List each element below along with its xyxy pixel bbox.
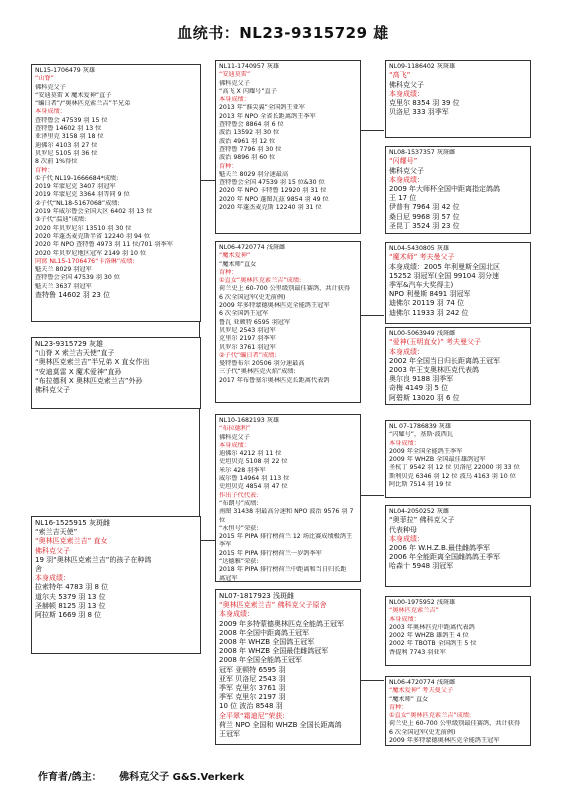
sd-line: 曼特鲁布尔 20506 羽分速最高	[219, 360, 305, 368]
dsd-line: 2006 年全能距离全国雌鸽鸽王季军	[389, 553, 501, 562]
dd-line: 季军 克里尔 3761 羽	[219, 684, 286, 693]
dd-line: 冠军 亚顿特 6595 羽	[219, 665, 286, 674]
sire-line: 2019 年蒙尼克 3364 羽等同 9 位	[35, 191, 130, 199]
ddd-line: 6 次全国冠军(史无前例)	[389, 728, 456, 736]
sire-line: NL15-1706479 灰雄	[35, 67, 96, 74]
sire-line: 2020 年蓬杰麦克斯半省 12240 羽 94 位	[35, 232, 151, 240]
ssd-line: 佛科克父子	[389, 166, 424, 175]
ssd-line: 2009 年大师杯全国中距离指定鸽鸽	[389, 184, 501, 193]
sire-line: 同窝 NL15-1706476“卡洛琳”成绩:	[35, 257, 135, 265]
dds-line: “奥林匹克索兰吉”	[389, 607, 439, 615]
ds-line: 作出子代代表:	[219, 491, 259, 499]
dds-line: 2003 年奥林匹克中距离代表鸽	[389, 623, 475, 631]
ss-line: 查特鲁 7796 羽 30 位	[219, 145, 282, 153]
subject-line: “安迪莫雷 X 魔术爱神”直孙	[35, 367, 122, 376]
sire-line: “安迪莫雷 X 魔术爱神”直子	[35, 91, 112, 99]
dds-box	[385, 596, 531, 666]
sire-line: 2020 年贝罗尼尔 13510 羽 30 位	[35, 224, 132, 232]
ds-line: “永恒号”荣获:	[219, 524, 259, 532]
dd-line: 2008 年全国全能鸽王冠军	[219, 656, 303, 665]
sire-line: 魁夫兰 8029 羽冠军	[35, 266, 92, 274]
subject-line: “奥林匹克索兰吉”半兄弟 X 直女作出	[35, 358, 150, 367]
ddd-line: “魔术爱神” 考夫曼父子	[389, 687, 454, 695]
sd-line: 克里尔 2197 羽季军	[219, 335, 276, 343]
dd-line: NL07-1817923 浅斑雌	[219, 592, 294, 600]
dsd-line: 本身成绩：	[389, 534, 424, 543]
dd-line: 本身成绩：	[219, 610, 254, 619]
sd-line: ②子代“蝙日者”成绩:	[219, 351, 277, 359]
sire-line: ③子代“温迪”成绩:	[35, 216, 87, 224]
sss-line: “高飞”	[389, 71, 411, 80]
ds-line: “达德雅”荣获:	[219, 558, 259, 566]
ddd-line: 2009 年多特蒙德奥林匹克全能鸽王冠军	[389, 737, 500, 745]
sdd-line: 奥尔良 9188 羽季军	[389, 375, 454, 384]
ssd-line: 伊普有 7964 羽 42 位	[389, 203, 460, 212]
sdd-line: 本身成绩：	[389, 347, 424, 356]
dam-line: NL16-1525915 灰斑雌	[35, 519, 110, 527]
sss-line: 本身成绩：	[389, 89, 424, 98]
dd-line: 2008 年 WHZB 全国最佳雌鸽冠军	[219, 647, 329, 656]
ss-line: 本身成绩：	[219, 96, 250, 104]
sd-line: 2017 年布鲁塞尔奥林匹克长距离代表鸽	[219, 376, 330, 384]
dd-line: 全平翠“霜迪尼”荣获:	[219, 711, 285, 720]
ss-line: 2013 年“淮尖翼”全国鸽王亚军	[219, 104, 305, 112]
sire-line: 查特鲁 14602 羽 23 位	[35, 291, 111, 300]
dsd-line: 代表种母	[389, 525, 417, 534]
ddd-line: ①直女“奥林匹克索兰吉”成绩:	[389, 712, 472, 720]
ssd-line: 王 17 位	[389, 194, 417, 203]
sire-dam-box	[215, 241, 361, 403]
dss-line: “闪耀号”，基斯·波西瓦	[389, 431, 454, 439]
dam-line: “奥林匹克索兰吉” 直女	[35, 537, 108, 546]
sdd-line: 阿碧斯 13020 羽 6 位	[389, 393, 460, 402]
connector	[199, 540, 215, 541]
ss-line: 波治 9896 羽 60 位	[219, 154, 276, 162]
subject-line: “山脊 X 索兰吉天使”直子	[35, 349, 115, 358]
dam-line: “索兰吉天使”	[35, 528, 78, 537]
sd-line: 6 次全国冠军(史无前例)	[219, 293, 286, 301]
dss-line: 本身成绩：	[389, 439, 420, 447]
dam-dam-box	[215, 589, 361, 745]
sire-line: 2019 年蒙尼克 3407 羽冠军	[35, 183, 116, 191]
sd-line: NL06-4720774 浅斑雌	[219, 244, 286, 251]
sire-line: “蝙日者”/“奥林匹克索兰吉”半兄弟	[35, 100, 131, 108]
ddd-line: 育种：	[389, 703, 408, 711]
ds-line: 位	[219, 516, 226, 524]
sss-line: 贝洛尼 333 羽季军	[389, 108, 449, 117]
ds-line: 季军	[219, 541, 232, 549]
connector	[360, 315, 384, 316]
sdd-line: 2002 年全国当日归长距离鸽王冠军	[389, 356, 501, 365]
sdd-line: 奇梅 4149 羽 5 位	[389, 384, 449, 393]
dam-line: 道尔夫 5379 羽 13 位	[35, 592, 106, 601]
ds-line: “布朗号”成绩:	[219, 499, 259, 507]
dds-line: NL00-1975952 浅斑雄	[389, 599, 456, 606]
dam-line: 拉索特年 4783 羽 8 位	[35, 583, 109, 592]
ss-line: 2020 年 NPO 蓬图瓦兹 9854 羽 49 位	[219, 195, 329, 203]
ss-line: 魁夫兰 8029 羽分速最高	[219, 170, 289, 178]
sdd-box	[385, 327, 531, 405]
sire-line: 查特鲁会 47539 羽 15 位	[35, 116, 108, 124]
ddd-line: 荷兰史上 60-700 公里级别最佳赛鸽，共计获得	[389, 720, 521, 728]
sss-line: 克里尔 8354 羽 39 位	[389, 98, 460, 107]
sire-line: 贝罗尼 5105 羽 36 位	[35, 149, 98, 157]
ss-line: 佛科克父子	[219, 79, 250, 87]
ds-line: 史坦贝克 5108 羽 22 位	[219, 458, 288, 466]
ds-line: 2015 年 PIPA 排行榜荷兰 12 场比赛成绩极鸽王	[219, 533, 353, 541]
sd-line: 鲁瓦 亚顿特 6595 羽冠军	[219, 318, 291, 326]
dss-line: 斯利贝克 6346 羽 12 位 波乌 4163 羽 10 位	[389, 472, 516, 480]
ssd-line: NL08-1537357 灰斑雌	[389, 149, 456, 156]
page-title: 血统书：NL23-9315729 雄	[177, 24, 389, 42]
dd-line: 2009 年多特蒙德奥林匹克全能鸽王冠军	[219, 619, 345, 628]
ss-line: 查特鲁会 8864 羽 6 位	[219, 121, 284, 129]
ss-line: 2020 年蓬杰麦克斯 12240 羽 31 位	[219, 204, 322, 212]
ddd-line: “魔术师” 直女	[389, 695, 429, 703]
subject-line: NL23-9315729 灰雄	[35, 340, 103, 348]
dd-line: 亚军 贝洛尼 2543 羽	[219, 674, 286, 683]
dam-line: 阿拉斯 1669 羽 8 位	[35, 611, 102, 620]
ss-line: 查特鲁会全国 47539 羽 15 位&30 位	[219, 179, 325, 187]
dd-line: 2008 年 WHZB 全国鸽王冠军	[219, 638, 315, 647]
sds-box	[385, 242, 531, 324]
dsd-line: 2006 年 W.H.Z.B.最佳雌鸽季军	[389, 543, 491, 552]
ss-line: 波治 13592 羽 30 位	[219, 129, 280, 137]
sire-line: 查特鲁 14602 羽 13 位	[35, 125, 102, 133]
sire-line: 2020 年贝罗尼地区冠军 2149 羽 10 位	[35, 249, 147, 257]
sire-line: 育种：	[35, 166, 54, 174]
ssd-box	[385, 146, 531, 234]
dds-line: 香提利 7743 羽亚军	[389, 648, 446, 656]
ds-line: 离冠军	[219, 574, 238, 582]
dd-line: 2008 年全国中距离鸽王冠军	[219, 628, 310, 637]
ssd-line: 本身成绩：	[389, 175, 424, 184]
sire-line: ①子代 NL19-1666684*成绩:	[35, 174, 119, 182]
subject-line: “布拉德利 X 奥林匹克索兰吉”外孙	[35, 376, 143, 385]
sdd-line: “爱神(玉明直女)” 考夫曼父子	[389, 338, 481, 347]
ds-line: 南图 31438 羽最高分速和 NPO 波治 9576 羽 7	[219, 508, 354, 516]
ssd-line: 圣昆丁 3524 羽 23 位	[389, 221, 460, 230]
sire-box	[31, 64, 201, 322]
sd-line: 贝罗尔 3761 羽冠军	[219, 343, 276, 351]
dd-line: 季军 克里尔 2197 羽	[219, 693, 286, 702]
sds-line: NPO 利曼斯 8491 羽冠军	[389, 290, 471, 299]
sds-line: 迪佛尔 20119 羽 74 位	[389, 299, 465, 308]
dsd-line: “奥菲拉” 佛科克父子	[389, 516, 455, 525]
sd-line: 荷兰史上 60-700 公里级别最佳赛鸽，共计获得	[219, 285, 351, 293]
ss-line: 2020 年 NPO 卡特鲁 12920 羽 31 位	[219, 187, 327, 195]
ss-line: 波治 4961 羽 12 位	[219, 137, 276, 145]
sire-line: 亚泽里克 3158 羽 18 位	[35, 133, 104, 141]
dam-box	[31, 516, 201, 654]
ds-line: 佛科克父子	[219, 433, 250, 441]
ds-line: 史坦贝克 4854 羽 47 位	[219, 483, 288, 491]
ds-line: 本身成绩：	[219, 441, 250, 449]
sss-line: NL09-1186402 灰斑雄	[389, 63, 456, 70]
dd-line: 王冠军	[219, 730, 240, 739]
connector	[360, 495, 384, 496]
dam-line: 圣赫顿 8125 羽 13 位	[35, 601, 106, 610]
dss-line: 阿比斯 7514 羽 19 位	[389, 481, 452, 489]
dd-line: 荷兰 NPO 全国和 WHZB 全国长距离鸽	[219, 720, 342, 729]
ds-line: NL10-1682193 灰雄	[219, 417, 280, 424]
sdd-line: 2003 年王支奥林匹克代表鸽	[389, 365, 480, 374]
dam-line: 舍	[35, 565, 42, 574]
ds-line: 2015 年 PIPA 排行榜荷兰一岁鸽季军	[219, 549, 322, 557]
sire-line: 查特鲁会全国 47539 羽 30 位	[35, 274, 120, 282]
ds-line: 迪佛尔 4212 羽 11 位	[219, 450, 282, 458]
sire-line: 8 次前 1%得位	[35, 158, 78, 166]
sd-line: 2009 年多特蒙德奥林匹克全能鸽王冠军	[219, 302, 330, 310]
dss-box	[385, 420, 531, 498]
ds-line: 2018 年 PIPA 排行榜荷兰中距离和当日归长距	[219, 566, 347, 574]
subject-line: 佛科克父子	[35, 386, 70, 395]
ssd-line: 桑日尼 9968 羽 57 位	[389, 212, 460, 221]
ss-line: “安迪莫雷”	[219, 71, 251, 79]
sss-line: 佛科克父子	[389, 80, 424, 89]
dsd-line: 哈森十 5948 羽冠军	[389, 562, 454, 571]
sire-line: ②子代“NL18-5167068”成绩:	[35, 199, 120, 207]
sds-line: 15252 羽冠军(全国 99104 羽分速	[389, 271, 499, 280]
dd-line: 10 位 波治 8548 羽	[219, 702, 283, 711]
breeder-footer	[38, 768, 258, 783]
sd-line: 贝罗尼 2543 羽冠军	[219, 326, 276, 334]
sd-line: 育种：	[219, 268, 238, 276]
sd-line: 6 次全国鸽王冠军	[219, 310, 269, 318]
sd-line: “魔术爱神”	[219, 252, 251, 260]
sds-line: 季军&汽车大奖得主)	[389, 280, 454, 289]
dd-line: “奥林匹克索兰吉” 佛科克父子原舍	[219, 601, 327, 610]
dam-line: 佛科克父子	[35, 546, 70, 555]
dds-line: 本身成绩：	[389, 615, 420, 623]
sds-line: “魔术师” 考夫曼父子	[389, 253, 455, 262]
sire-line: 魁夫兰 3637 羽冠军	[35, 282, 92, 290]
sss-box	[385, 60, 531, 138]
ds-line: 米尔 428 羽季军	[219, 466, 266, 474]
dds-line: 2002 年 WHZB 雄鸽王 4 位	[389, 632, 469, 640]
sire-line: “山脊”	[35, 75, 54, 83]
ss-line: 育种：	[219, 162, 238, 170]
sire-line: 2020 年 NPO 查特鲁 4973 羽 11 位/701 羽季军	[35, 241, 173, 249]
dam-line: 19 羽“奥林匹克索兰吉”的孩子在种鸽	[35, 555, 152, 564]
ddd-box	[385, 676, 531, 746]
ds-line: 威尔鲁 14964 羽 113 位	[219, 475, 290, 483]
ssd-line: “闪耀号”	[389, 157, 418, 166]
sdd-line: NL00-5063949 浅斑雌	[389, 330, 456, 337]
sd-line: ①直女“奥林匹克索兰吉”成绩:	[219, 277, 302, 285]
sire-line: 本身成绩：	[35, 108, 66, 116]
sd-line: 三子代“奥林匹克火焰”成绩:	[219, 368, 296, 376]
dss-line: NL 07-1786839 灰雄	[389, 423, 452, 430]
dss-line: 2009 年全国全能鸽王季军	[389, 447, 463, 455]
subject-box	[31, 337, 201, 409]
ds-line: “布拉德利”	[219, 425, 251, 433]
dsd-box	[385, 505, 531, 587]
dam-sire-box	[215, 414, 361, 582]
breeder-label: 作育者/鸽主：	[38, 772, 102, 783]
dss-line: 圣杭丁 9542 羽 12 位 贝洛尼 22000 羽 33 位	[389, 464, 520, 472]
sire-line: 迪佛尔 4103 羽 27 位	[35, 141, 98, 149]
sds-line: 迪佛尔 11933 羽 242 位	[389, 308, 469, 317]
sds-line: 本身成绩：2005 年利曼斯全国北区	[389, 262, 501, 271]
sire-line: 佛科克父子	[35, 83, 66, 91]
dam-line: 本身成绩：	[35, 574, 70, 583]
ss-line: NL11-1740957 灰雄	[219, 63, 280, 70]
dds-line: 2002 年 TBOTB 全国鸽王 5 位	[389, 640, 477, 648]
dss-line: 2009 年 WHZB 全国最佳雄鸽冠军	[389, 456, 486, 464]
connector	[360, 130, 384, 131]
sd-line: “魔术师”直女	[219, 260, 257, 268]
ss-line: “高飞 X 闪耀号”直子	[219, 87, 277, 95]
sds-line: NL04-5430805 灰雄	[389, 245, 450, 252]
connector	[360, 680, 384, 681]
ss-line: 2013 年 NPO 全省长距离鸽王季军	[219, 112, 316, 120]
ddd-line: NL06-4720774 浅斑雌	[389, 679, 456, 686]
connector	[199, 180, 215, 181]
dsd-line: NL04-2050252 灰雌	[389, 508, 450, 515]
sire-line: 2019 年威尔鲁会全国大区 6402 羽 13 位	[35, 208, 153, 216]
breeder-name: 佛科克父子 G&S.Verkerk	[119, 772, 245, 783]
sire-sire-box	[215, 60, 361, 234]
